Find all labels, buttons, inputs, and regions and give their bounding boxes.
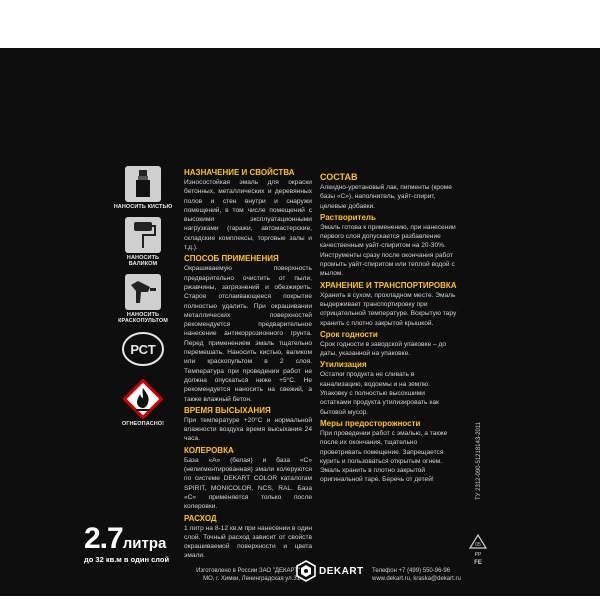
pct-mark: РСТ [130,341,156,357]
dekart-emblem-icon [296,560,316,582]
flammable-icon [123,379,163,419]
instructions-column-2 [320,170,458,486]
spray-gun-icon [125,274,161,310]
safety-text: При проведении работ с эмалью, а также после их окончания, тщательно проветривать помещение. Запрещается курить и пользоваться открытым огнем. Эмаль хранить в плотно закрытой оригинальной таре. Беречь от детей! [320,429,448,484]
solvent-heading: Растворитель [320,212,376,222]
method-heading: СПОСОБ ПРИМЕНЕНИЯ [184,254,279,264]
shelf-life-heading: Срок годности [320,329,378,339]
spray-caption: НАНОСИТЬ КРАСКОПУЛЬТОМ [118,311,168,324]
instructions-column-1 [184,166,312,562]
contacts-info [372,567,461,583]
storage-heading: ХРАНЕНИЕ И ТРАНСПОРТИРОВКА [320,280,457,290]
recycle-code: 05 [475,542,481,548]
purpose-text: Износостойкая эмаль для окраски бетонных, металлических и деревянных полов и стен внутри и снаружи помещений, в том числе помещений с высокими эксплуатационными нагрузками (гаражи, автомастерские, складские комплексы, торговые залы и т.д.). [184,179,312,252]
volume-block [84,524,169,564]
solvent-text: Эмаль готова к применению, при нанесении первого слоя допускается разбавление качественным уайт-спиритом на 20-30%. Инструменты сразу после окончания работ промыть уайт-спиритом или теплой водой с мылом. [320,223,456,278]
phone-text: Телефон +7 (499) 550-96-96 [372,568,451,574]
safety-heading: Меры предосторожности [320,418,421,428]
volume-unit: литра [122,535,167,552]
recycle-icon [469,534,487,550]
tint-text: База «А» (белая) и база «С» (непигментированная) эмали колеруются по системе DEKART COLOR каталогам SPIRIT, MONICOLOR, NCS, RAL. База «С» применяется только после колеровки. [184,456,312,511]
roller-icon [125,217,161,253]
brand-name: DEKART [319,565,364,577]
volume-number: 2.7 [84,522,123,555]
storage-text: Хранить в сухом, прохладном месте. Эмаль выдерживает транспортировку при отрицательной температуре. Вскрытую тару хранить с плотно закрытой крышкой. [320,291,457,327]
drying-text: При температуре +20°С и нормальной влажности воздуха время высыхания 24 часа. [184,416,312,443]
recycle-material: PP [474,552,482,558]
drying-heading: ВРЕМЯ ВЫСЫХАНИЯ [184,405,271,415]
consumption-text: 1 литр на 8-12 кв.м при нанесении в один слой. Точный расход зависит от свойств окрашиваемой поверхности и цвета эмали. [184,524,312,560]
disposal-text: Остатки продукта не сливать в канализацию, водоемы и на землю. Упаковку с полностью высохшими остатками продукта утилизировать как бытовой мусор. [320,371,439,416]
roller-caption: НАНОСИТЬ ВАЛИКОМ [126,254,160,267]
manufacturer-line-1: Изготовлено в России ЗАО "ДЕКАРТ" [196,568,300,574]
tint-heading: КОЛЕРОВКА [184,445,234,455]
manufacturer-line-2: МО, г. Химки, Ленинградская ул.31 [203,576,300,582]
composition-text: Алкидно-уретановый лак, пигменты (кроме базы «С»), наполнитель, уайт-спирит, целевые добавки. [320,184,452,210]
disposal-heading: Утилизация [320,360,367,370]
web-text: www.dekart.ru, kraska@dekart.ru [372,576,461,582]
coverage-text: до 32 кв.м в один слой [84,555,170,564]
purpose-heading: НАЗНАЧЕНИЕ И СВОЙСТВА [184,168,295,177]
tu-standard-text: ТУ 2312-090-51218143-2011 [476,421,482,500]
recycling-mark [468,534,488,566]
pct-certification-icon [121,331,165,367]
composition-heading: СОСТАВ [320,172,358,182]
fe-mark: FE [474,560,482,566]
method-text: Окрашиваемую поверхность предварительно очистить от пыли, ржавчины, загрязнений и обезжирить. Старое отслаивающееся покрытие полностью удалить. При окрашивании металлических поверхностей рекомендуется предварительное нанесение антикоррозионного грунта. Перед применением эмаль тщательно перемешать. Наносить кистью, валиком или краскопультом в 2 слоя. Температура при проведении работ не должна опускаться ниже +5°С. Не рекомендуется наносить на свежий, а также влажный бетон. [184,265,312,403]
flammable-caption: ОГНЕОПАСНО! [121,420,165,427]
consumption-heading: РАСХОД [184,513,217,523]
brand-logo [296,560,364,582]
application-icons [112,166,174,433]
shelf-life-text: Срок годности в заводской упаковке – до даты, указанной на упаковке. [320,340,446,358]
product-label [0,48,600,596]
manufacturer-info [188,567,300,583]
brush-icon [125,166,161,202]
brush-caption: НАНОСИТЬ КИСТЬЮ [113,204,173,210]
